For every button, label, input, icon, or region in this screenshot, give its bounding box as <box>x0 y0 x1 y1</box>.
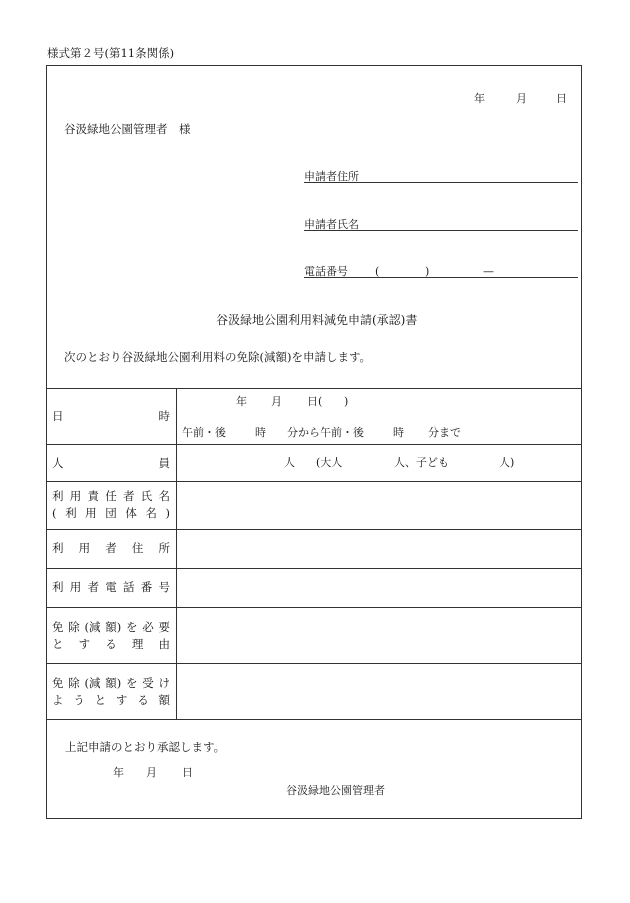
label-char: 額 <box>158 693 170 707</box>
label-char: ( <box>52 506 57 520</box>
datetime-year: 年 <box>236 395 247 408</box>
label-amount-2 <box>52 692 170 709</box>
label-char: と <box>94 693 107 707</box>
form-title: 谷汲緑地公園利用料減免申請(承認)書 <box>216 313 418 327</box>
applicant-address-line[interactable] <box>304 182 578 183</box>
people-close: 人) <box>499 456 515 469</box>
approval-year: 年 <box>113 766 124 779</box>
label-char: 所 <box>158 541 170 555</box>
label-char: ) <box>165 506 170 520</box>
addressee: 谷汲緑地公園管理者 様 <box>64 122 191 136</box>
label-char: 免 <box>52 620 64 634</box>
label-char: 用 <box>69 489 82 503</box>
applicant-address-label: 申請者住所 <box>304 170 359 183</box>
label-char: 名 <box>158 489 170 503</box>
label-char: 除 <box>68 620 80 634</box>
header-date-day: 日 <box>556 92 567 105</box>
label-char: 住 <box>131 541 144 555</box>
label-char: (減 <box>84 676 101 690</box>
label-datetime <box>52 408 170 425</box>
label-char: 電 <box>105 580 117 594</box>
applicant-phone-dash: — <box>483 265 494 278</box>
label-char: 利 <box>52 580 64 594</box>
applicant-name-label: 申請者氏名 <box>304 218 359 231</box>
label-reason-2 <box>52 636 170 653</box>
applicant-phone-open: ( <box>375 265 380 278</box>
approval-text: 上記申請のとおり承認します。 <box>65 740 226 754</box>
datetime-ampm-1: 午前・後 <box>182 426 226 439</box>
label-char: 利 <box>65 506 77 520</box>
label-char: う <box>73 693 85 707</box>
label-char: 免 <box>52 676 64 690</box>
label-char: 由 <box>158 637 170 651</box>
label-char: 除 <box>68 676 80 690</box>
label-char: を <box>126 676 138 690</box>
label-char: 用 <box>78 541 91 555</box>
header-date-month: 月 <box>516 92 527 105</box>
label-char: 氏 <box>140 489 153 503</box>
datetime-until: 分まで <box>428 426 461 439</box>
label-char: 員 <box>158 456 170 470</box>
intro-text: 次のとおり谷汲緑地公園利用料の免除(減額)を申請します。 <box>64 350 372 364</box>
label-responsible-name <box>52 488 170 505</box>
approval-day: 日 <box>182 766 193 779</box>
label-char: 体 <box>125 506 137 520</box>
label-responsible-group <box>52 505 170 522</box>
applicant-phone-label: 電話番号 <box>304 265 348 278</box>
label-char: 利 <box>52 489 64 503</box>
label-char: 用 <box>85 506 97 520</box>
label-char: 利 <box>52 541 64 555</box>
label-char: 時 <box>158 409 170 423</box>
label-char: す <box>78 637 91 651</box>
label-char: 額) <box>105 676 122 690</box>
label-char: る <box>105 637 117 651</box>
label-char: す <box>115 693 128 707</box>
label-amount-1 <box>52 675 170 692</box>
label-user-address <box>52 540 170 557</box>
label-char: 受 <box>142 676 154 690</box>
people-adult: (大人 <box>316 456 343 469</box>
divider-people <box>46 481 582 482</box>
label-char: 人 <box>52 456 64 470</box>
label-people <box>52 455 170 472</box>
label-char: 話 <box>123 580 135 594</box>
label-char: 団 <box>105 506 117 520</box>
label-char: 必 <box>142 620 154 634</box>
label-char: 用 <box>69 580 82 594</box>
datetime-hour-2: 時 <box>393 426 404 439</box>
divider-amount <box>46 719 582 720</box>
people-total: 人 <box>284 456 295 469</box>
label-char: 任 <box>105 489 117 503</box>
label-char: 理 <box>131 637 144 651</box>
divider-user-phone <box>46 607 582 608</box>
divider-reason <box>46 663 582 664</box>
label-char: 額) <box>105 620 122 634</box>
label-char: 号 <box>158 580 170 594</box>
label-char: 番 <box>140 580 153 594</box>
label-user-phone <box>52 579 170 596</box>
label-char: 日 <box>52 409 64 423</box>
label-char: 者 <box>87 580 99 594</box>
datetime-from: 分から午前・後 <box>287 426 364 439</box>
label-char: る <box>137 693 149 707</box>
label-char: よ <box>52 693 64 707</box>
form-code: 様式第２号(第11条関係) <box>47 46 175 60</box>
divider-user-address <box>46 568 582 569</box>
label-char: 要 <box>158 620 170 634</box>
applicant-name-line[interactable] <box>304 230 578 231</box>
label-char: 責 <box>87 489 99 503</box>
divider-header <box>46 388 582 389</box>
datetime-day: 日( <box>307 395 323 408</box>
label-char: と <box>52 637 64 651</box>
label-char: 者 <box>123 489 135 503</box>
label-char: け <box>158 676 170 690</box>
applicant-phone-close: ) <box>425 265 430 278</box>
label-reason-1 <box>52 619 170 636</box>
applicant-phone-line[interactable] <box>304 277 578 278</box>
datetime-weekday-close: ) <box>344 395 349 408</box>
approval-signer: 谷汲緑地公園管理者 <box>286 784 385 797</box>
label-char: 名 <box>145 506 157 520</box>
table-column-divider <box>176 388 177 719</box>
datetime-month: 月 <box>271 395 282 408</box>
divider-responsible <box>46 529 582 530</box>
label-char: を <box>126 620 138 634</box>
header-date-year: 年 <box>474 92 485 105</box>
label-char: 者 <box>105 541 117 555</box>
approval-month: 月 <box>146 766 157 779</box>
label-char: (減 <box>84 620 101 634</box>
people-adult-unit: 人、子ども <box>394 456 449 469</box>
datetime-hour-1: 時 <box>255 426 266 439</box>
divider-datetime <box>46 444 582 445</box>
